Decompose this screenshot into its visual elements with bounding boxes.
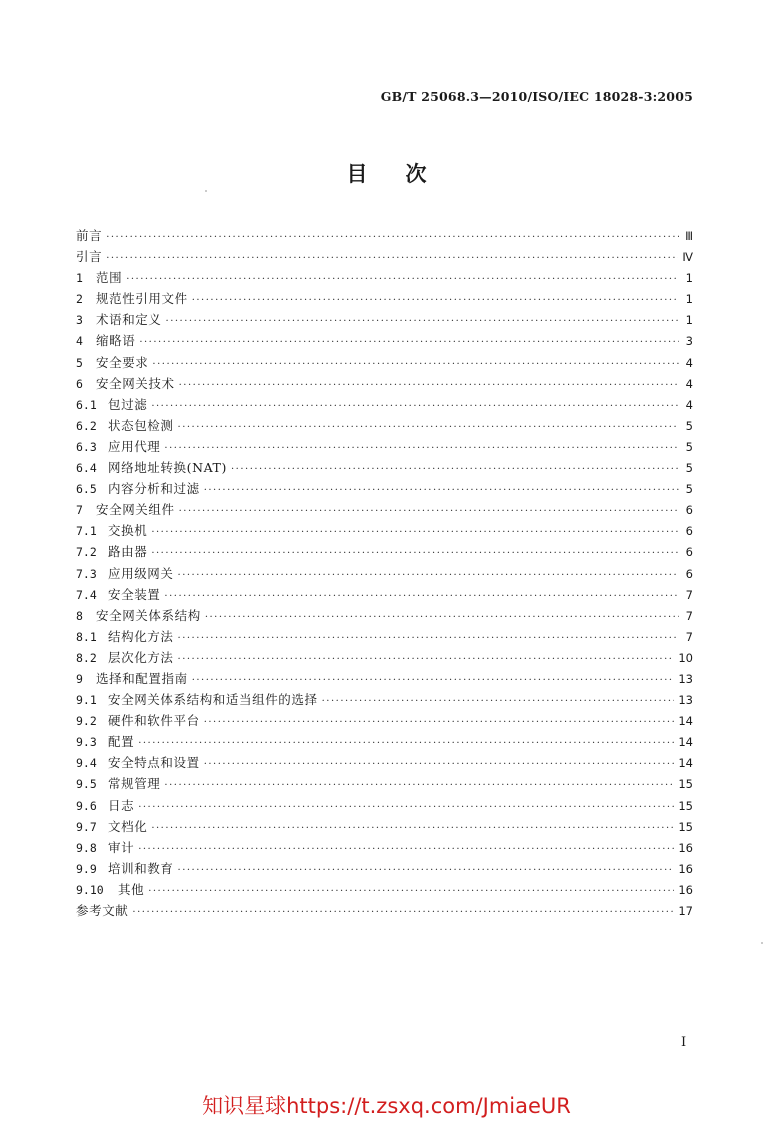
toc-entry-number: 8.1	[76, 629, 97, 644]
toc-entry-number: 6.4	[76, 461, 97, 476]
toc-dot-leader	[148, 881, 674, 902]
page-title: 目次	[346, 161, 465, 186]
toc-entry[interactable]	[76, 752, 693, 773]
toc-dot-leader	[126, 269, 679, 290]
toc-dot-leader	[138, 839, 674, 860]
toc-entry-label: 配置	[108, 734, 135, 750]
toc-entry[interactable]	[76, 457, 693, 478]
toc-dot-leader	[179, 501, 679, 522]
toc-dot-leader	[204, 480, 679, 501]
toc-entry-number: 3	[76, 313, 83, 328]
toc-entry-label: 安全网关组件	[96, 502, 175, 518]
toc-dot-leader	[322, 691, 675, 712]
toc-entry-page: 13	[678, 671, 693, 686]
toc-entry-number: 6.1	[76, 397, 97, 412]
standard-code: GB/T 25068.3—2010/ISO/IEC 18028-3:2005	[380, 89, 693, 104]
toc-entry-number: 9.7	[76, 819, 97, 834]
toc-entry-page: 13	[678, 693, 693, 708]
toc-entry-number: 6	[76, 376, 83, 391]
toc-entry-label: 范围	[96, 270, 123, 286]
toc-entry-page: Ⅳ	[682, 250, 693, 265]
toc-entry-label: 应用级网关	[108, 565, 174, 581]
toc-entry-page: 14	[678, 756, 693, 771]
toc-dot-leader	[231, 459, 679, 480]
toc-dot-leader	[164, 438, 679, 459]
toc-dot-leader	[151, 522, 679, 543]
toc-entry[interactable]	[76, 520, 693, 541]
page-number: I	[681, 1035, 687, 1050]
toc-entry[interactable]	[76, 858, 693, 879]
toc-entry[interactable]	[76, 478, 693, 499]
toc-entry[interactable]	[76, 394, 693, 415]
toc-entry-page: 10	[678, 650, 693, 665]
toc-entry[interactable]	[76, 436, 693, 457]
toc-entry-page: 6	[685, 566, 693, 581]
toc-entry[interactable]	[76, 837, 693, 858]
toc-dot-leader	[179, 375, 679, 396]
toc-entry[interactable]	[76, 563, 693, 584]
toc-entry-page: 3	[685, 334, 693, 349]
toc-entry-label: 应用代理	[108, 438, 161, 454]
toc-entry[interactable]	[76, 647, 693, 668]
toc-entry-number: 9.4	[76, 756, 97, 771]
toc-dot-leader	[132, 902, 674, 923]
toc-entry-label: 路由器	[108, 544, 148, 560]
toc-entry[interactable]	[76, 415, 693, 436]
toc-entry-page: 5	[685, 418, 693, 433]
toc-entry[interactable]	[76, 900, 693, 921]
toc-entry[interactable]	[76, 710, 693, 731]
toc-entry-number: 2	[76, 292, 83, 307]
toc-entry-page: 6	[685, 524, 693, 539]
toc-entry-page: 4	[685, 397, 693, 412]
toc-dot-leader	[178, 628, 679, 649]
toc-dot-leader	[204, 754, 675, 775]
toc-entry-page: 1	[685, 292, 693, 307]
toc-dot-leader	[106, 248, 678, 269]
toc-dot-leader	[152, 354, 679, 375]
toc-entry-label: 安全网关体系结构	[96, 607, 201, 623]
toc-entry-page: 4	[685, 355, 693, 370]
toc-entry-page: 5	[685, 439, 693, 454]
toc-dot-leader	[164, 586, 679, 607]
toc-dot-leader	[151, 396, 679, 417]
toc-entry-number: 9.9	[76, 861, 97, 876]
table-of-contents	[76, 225, 693, 921]
toc-entry-label: 审计	[108, 839, 135, 855]
toc-dot-leader	[192, 290, 679, 311]
toc-entry[interactable]	[76, 626, 693, 647]
toc-entry-label: 交换机	[108, 523, 148, 539]
toc-entry-page: 15	[678, 819, 693, 834]
toc-entry-label: 安全特点和设置	[108, 755, 200, 771]
toc-entry-label: 参考文献	[76, 903, 129, 918]
toc-entry-number: 8	[76, 608, 83, 623]
toc-entry-label: 培训和教育	[108, 860, 174, 876]
toc-entry[interactable]	[76, 352, 693, 373]
scan-speck	[205, 190, 207, 192]
toc-entry-label: 规范性引用文件	[96, 291, 188, 307]
toc-dot-leader	[166, 311, 679, 332]
toc-entry-number: 9.10	[76, 882, 104, 897]
toc-entry-page: 5	[685, 482, 693, 497]
toc-entry-page: 15	[678, 777, 693, 792]
toc-entry[interactable]	[76, 605, 693, 626]
toc-entry-number: 9.2	[76, 714, 97, 729]
toc-entry-label: 其他	[118, 881, 145, 897]
toc-entry-number: 6.3	[76, 439, 97, 454]
toc-entry-page: 1	[685, 271, 693, 286]
toc-entry[interactable]	[76, 668, 693, 689]
toc-entry-label: 术语和定义	[96, 312, 162, 328]
toc-entry-number: 9.1	[76, 693, 97, 708]
toc-entry-label: 安全网关技术	[96, 375, 175, 391]
toc-entry-number: 9.6	[76, 798, 97, 813]
toc-entry-number: 5	[76, 355, 83, 370]
toc-dot-leader	[139, 332, 679, 353]
toc-entry-number: 9.5	[76, 777, 97, 792]
toc-dot-leader	[178, 649, 675, 670]
toc-entry[interactable]	[76, 731, 693, 752]
toc-entry[interactable]	[76, 225, 693, 246]
toc-entry-page: 6	[685, 503, 693, 518]
toc-entry[interactable]	[76, 795, 693, 816]
toc-entry[interactable]	[76, 288, 693, 309]
scan-speck	[761, 942, 763, 944]
toc-entry[interactable]	[76, 541, 693, 562]
toc-entry[interactable]	[76, 773, 693, 794]
toc-dot-leader	[138, 797, 674, 818]
toc-entry-number: 7.3	[76, 566, 97, 581]
toc-entry-label: 常规管理	[108, 776, 161, 792]
toc-entry-label: 引言	[76, 249, 103, 265]
watermark[interactable]: 知识星球https://t.zsxq.com/JmiaeUR	[202, 1094, 571, 1118]
toc-entry-label: 缩略语	[96, 333, 136, 349]
toc-entry-page: 4	[685, 376, 693, 391]
toc-entry-page: 14	[678, 714, 693, 729]
toc-entry-label: 安全要求	[96, 354, 149, 370]
toc-entry-page: 16	[678, 840, 693, 855]
toc-entry-label: 前言	[76, 228, 103, 243]
toc-entry-number: 7.4	[76, 587, 97, 602]
toc-entry-number: 8.2	[76, 650, 97, 665]
toc-dot-leader	[205, 607, 679, 628]
toc-entry-number: 1	[76, 271, 83, 286]
toc-entry[interactable]	[76, 584, 693, 605]
toc-entry-label: 文档化	[108, 818, 148, 834]
toc-entry-page: 1	[685, 313, 693, 328]
toc-entry-number: 9.8	[76, 840, 97, 855]
toc-entry-page: 7	[685, 608, 693, 623]
toc-dot-leader	[151, 543, 679, 564]
toc-entry-label: 日志	[108, 797, 135, 813]
toc-entry-page: Ⅲ	[685, 229, 693, 243]
toc-entry[interactable]	[76, 309, 693, 330]
toc-entry-label: 网络地址转换(NAT)	[108, 460, 227, 476]
toc-entry[interactable]	[76, 330, 693, 351]
toc-entry-page: 16	[678, 861, 693, 876]
toc-dot-leader	[204, 712, 675, 733]
toc-entry-label: 安全装置	[108, 586, 161, 602]
toc-entry-number: 7.1	[76, 524, 97, 539]
toc-dot-leader	[178, 417, 679, 438]
toc-entry-label: 状态包检测	[108, 417, 174, 433]
toc-entry[interactable]	[76, 499, 693, 520]
toc-entry-number: 9.3	[76, 735, 97, 750]
toc-dot-leader	[164, 775, 674, 796]
toc-entry-label: 层次化方法	[108, 649, 174, 665]
toc-entry[interactable]	[76, 879, 693, 900]
toc-entry[interactable]	[76, 373, 693, 394]
toc-entry-page: 6	[685, 545, 693, 560]
toc-dot-leader	[192, 670, 675, 691]
toc-entry-number: 7	[76, 503, 83, 518]
toc-entry-label: 安全网关体系结构和适当组件的选择	[108, 692, 318, 708]
toc-entry-label: 结构化方法	[108, 628, 174, 644]
toc-entry-label: 内容分析和过滤	[108, 481, 200, 497]
toc-entry[interactable]	[76, 816, 693, 837]
toc-entry-page: 5	[685, 461, 693, 476]
toc-entry-number: 9	[76, 671, 83, 686]
toc-entry-page: 7	[685, 629, 693, 644]
toc-dot-leader	[138, 733, 674, 754]
toc-entry-page: 17	[678, 904, 693, 918]
toc-entry-label: 硬件和软件平台	[108, 713, 200, 729]
toc-entry-label: 选择和配置指南	[96, 670, 188, 686]
toc-dot-leader	[106, 227, 679, 248]
toc-entry-label: 包过滤	[108, 396, 148, 412]
toc-entry[interactable]	[76, 246, 693, 267]
toc-entry[interactable]	[76, 689, 693, 710]
toc-entry-number: 6.2	[76, 418, 97, 433]
toc-entry-page: 14	[678, 735, 693, 750]
toc-dot-leader	[178, 860, 675, 881]
toc-entry-number: 6.5	[76, 482, 97, 497]
toc-entry-page: 16	[678, 882, 693, 897]
toc-entry-number: 4	[76, 334, 83, 349]
toc-dot-leader	[178, 565, 679, 586]
toc-entry-page: 15	[678, 798, 693, 813]
toc-entry[interactable]	[76, 267, 693, 288]
toc-dot-leader	[151, 818, 674, 839]
toc-entry-number: 7.2	[76, 545, 97, 560]
toc-entry-page: 7	[685, 587, 693, 602]
